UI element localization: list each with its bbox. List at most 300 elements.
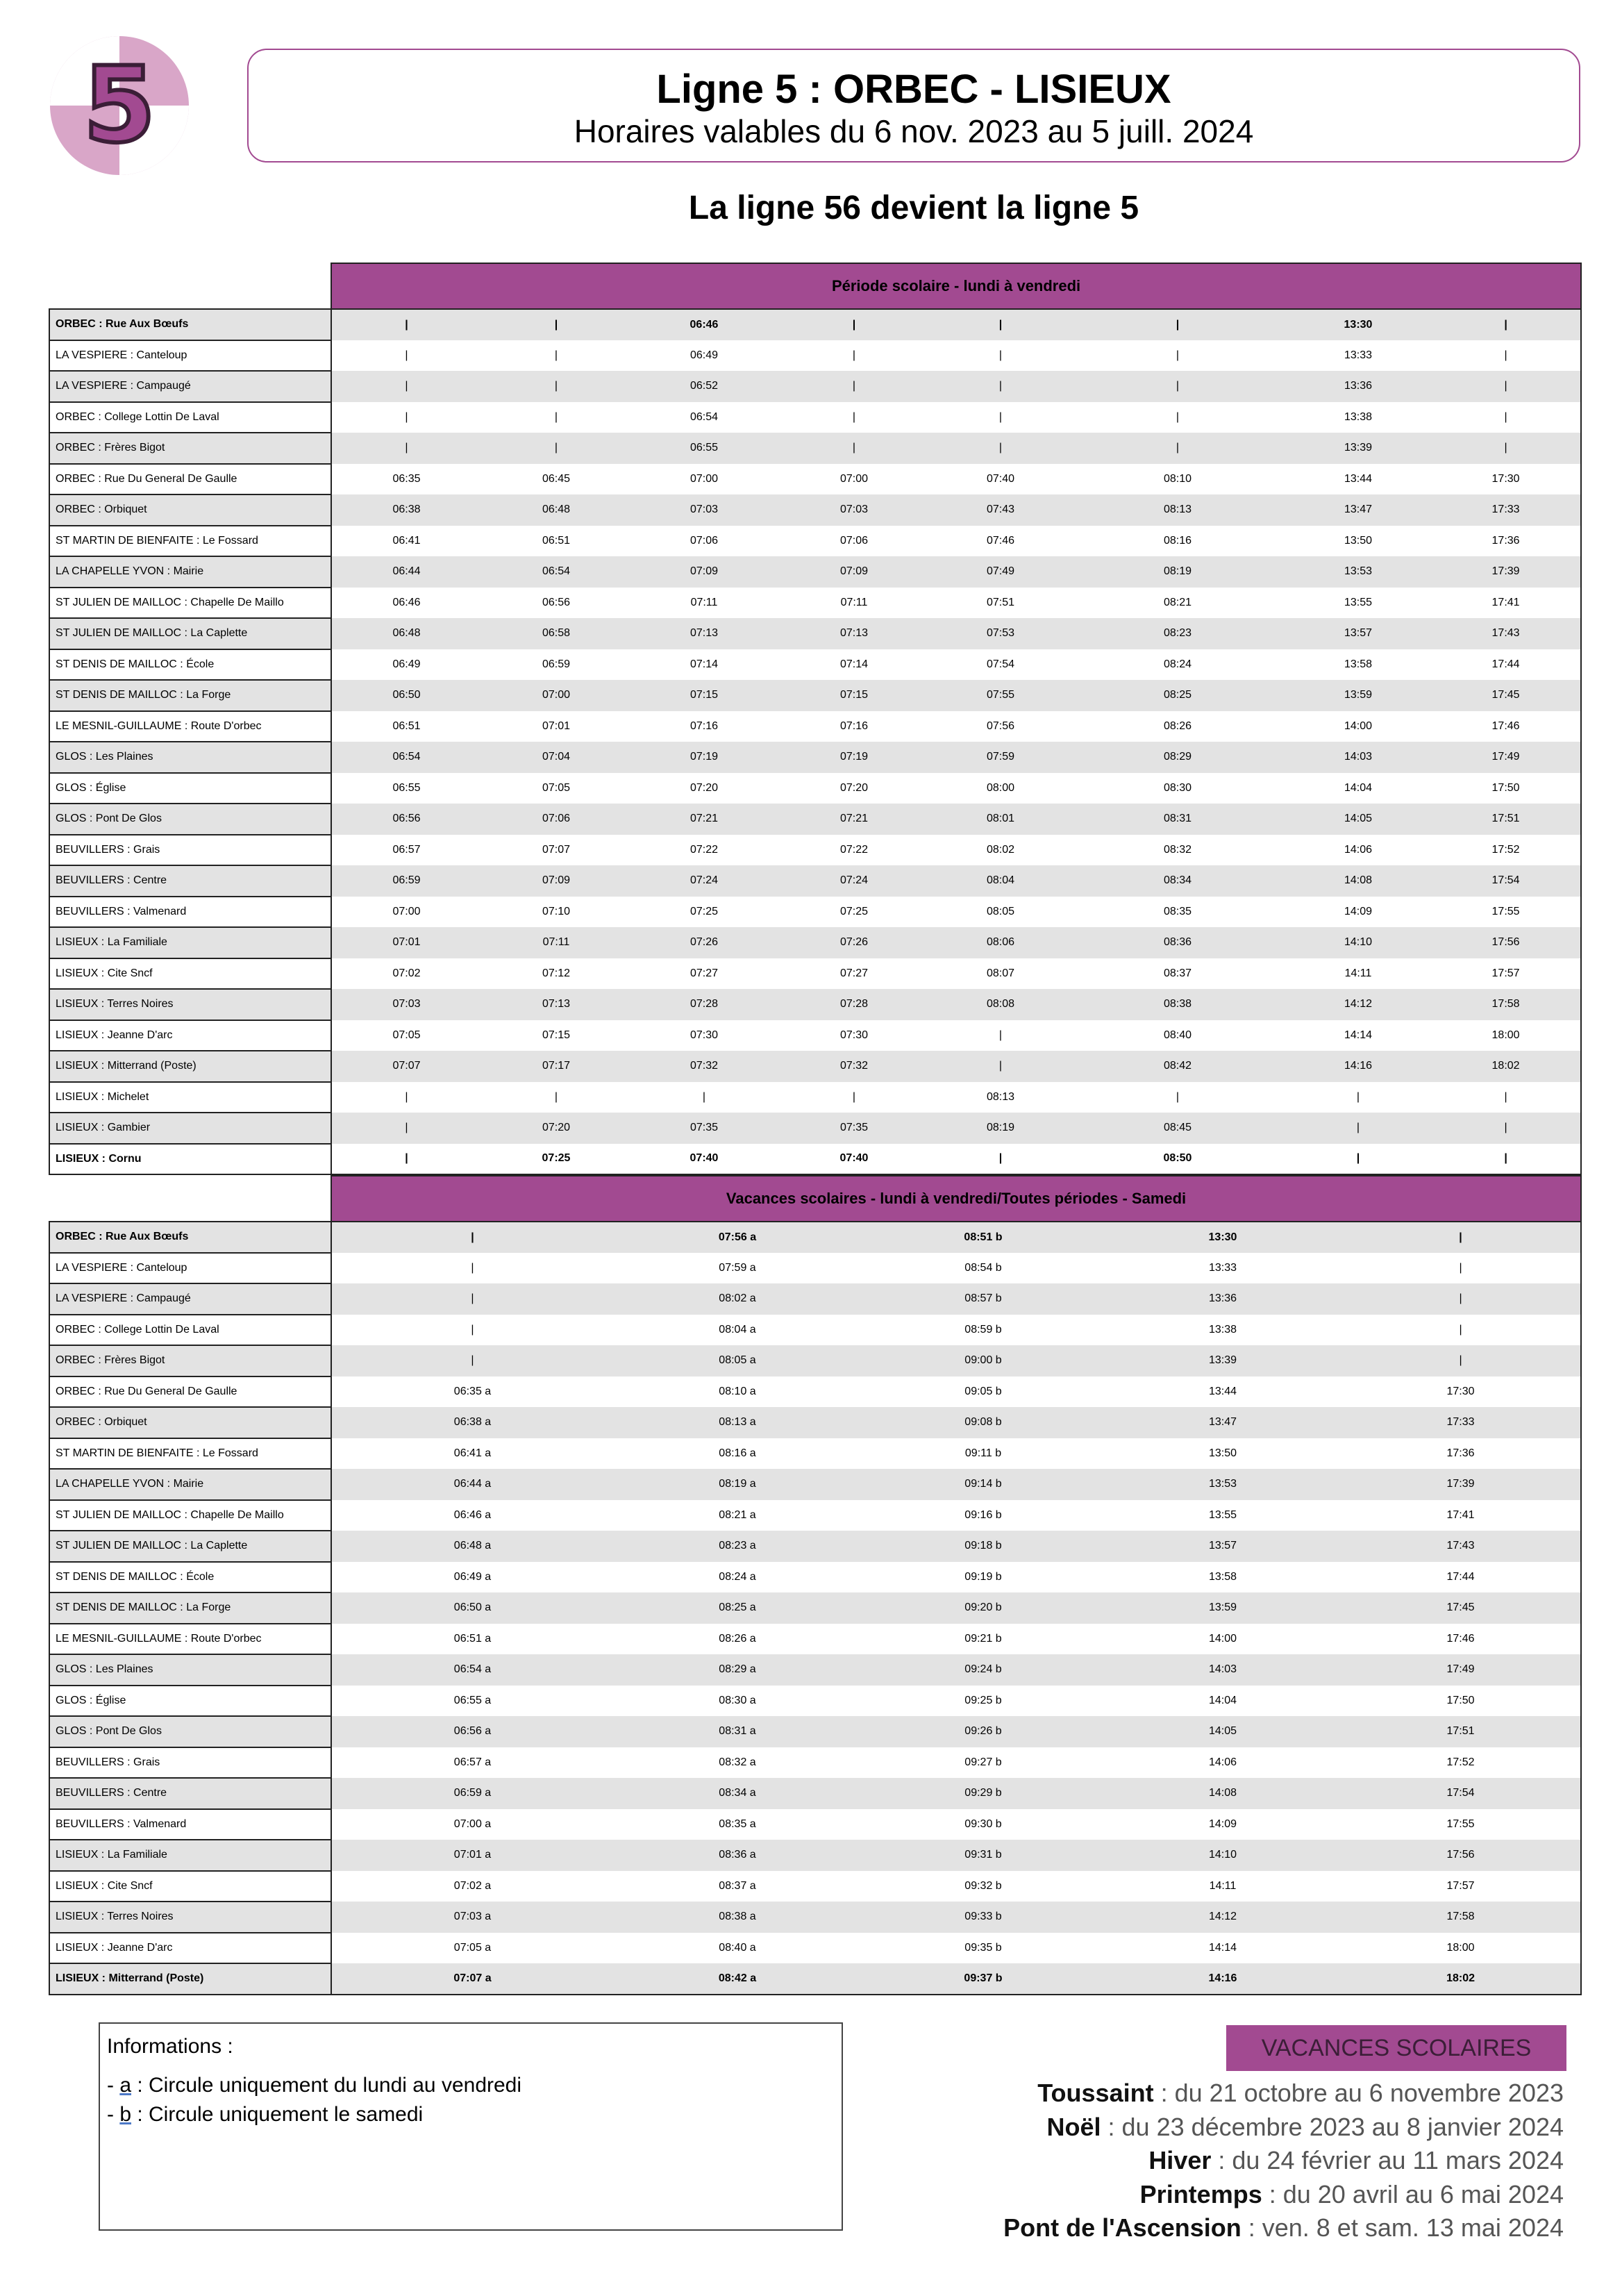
- stop-name: ORBEC : Rue Aux Bœufs: [49, 309, 331, 340]
- stop-name: ST DENIS DE MAILLOC : École: [49, 649, 331, 681]
- departure-time: 09:00 b: [862, 1345, 1105, 1376]
- departure-time: |: [777, 309, 931, 340]
- stop-name: GLOS : Église: [49, 773, 331, 804]
- departure-time: 08:30: [1163, 781, 1192, 794]
- departure-time: 17:58: [1341, 1902, 1581, 1933]
- holiday-item: Hiver : du 24 février au 11 mars 2024: [1148, 2146, 1564, 2174]
- departure-time: 14:11: [1209, 1879, 1237, 1892]
- school-holidays-badge: VACANCES SCOLAIRES: [1226, 2025, 1566, 2071]
- departure-time: |: [1431, 1113, 1581, 1144]
- stop-name: ORBEC : Frères Bigot: [49, 433, 331, 464]
- departure-time: 14:00: [1208, 1632, 1237, 1645]
- table-row: [49, 1716, 1581, 1747]
- departure-time: 08:21: [1163, 596, 1192, 608]
- departure-time: 13:59: [1105, 1592, 1341, 1624]
- stop-name: ST MARTIN DE BIENFAITE : Le Fossard: [49, 526, 331, 557]
- departure-time: 08:24: [1163, 658, 1192, 670]
- departure-time: 18:02: [1341, 1963, 1581, 1995]
- stop-name: LISIEUX : La Familiale: [49, 927, 331, 958]
- departure-time: 17:30: [1431, 464, 1581, 495]
- departure-time: 07:02 a: [453, 1879, 492, 1892]
- table-row: [49, 1654, 1581, 1686]
- stop-name: ORBEC : Rue Du General De Gaulle: [49, 464, 331, 495]
- table-row: [49, 1871, 1581, 1902]
- departure-time: 07:35: [631, 1113, 777, 1144]
- table-row: [49, 1253, 1581, 1284]
- stop-name: BEUVILLERS : Centre: [49, 1778, 331, 1809]
- departure-time: 13:36: [1285, 371, 1431, 402]
- departure-time: 13:50: [1344, 534, 1373, 547]
- table-row: [49, 1113, 1581, 1144]
- departure-time: 06:41: [392, 534, 421, 547]
- stop-name: ORBEC : Rue Aux Bœufs: [49, 1222, 331, 1253]
- stop-name: LA VESPIERE : Campaugé: [49, 371, 331, 402]
- departure-time: 08:54 b: [964, 1261, 1002, 1274]
- departure-time: 07:59 a: [719, 1261, 756, 1274]
- departure-time: 09:16 b: [964, 1508, 1002, 1521]
- departure-time: |: [1341, 1345, 1581, 1376]
- departure-time: 17:33: [1431, 494, 1581, 526]
- departure-time: 17:50: [1341, 1686, 1581, 1717]
- departure-time: 08:38 a: [613, 1902, 862, 1933]
- departure-time: 17:30: [1341, 1376, 1581, 1408]
- departure-time: 07:14: [839, 658, 869, 670]
- table-row: [49, 1963, 1581, 1995]
- departure-time: 08:32 a: [719, 1756, 756, 1768]
- header-blank: [49, 263, 331, 309]
- departure-time: 14:06: [1208, 1756, 1237, 1768]
- departure-time: 07:09: [481, 865, 631, 897]
- departure-time: 07:15: [542, 1029, 571, 1041]
- stop-name: LISIEUX : Cite Sncf: [49, 958, 331, 990]
- departure-time: 08:36: [1070, 927, 1285, 958]
- departure-time: 07:25: [839, 905, 869, 917]
- table-row: [49, 1500, 1581, 1531]
- departure-time: 08:16: [1163, 534, 1192, 547]
- departure-time: 17:58: [1431, 989, 1581, 1020]
- departure-time: 06:48: [331, 618, 481, 649]
- departure-time: 07:11: [481, 927, 631, 958]
- table-row: [49, 742, 1581, 773]
- departure-time: 17:57: [1431, 958, 1581, 990]
- table-row: [49, 1345, 1581, 1376]
- departure-time: 07:51: [986, 596, 1015, 608]
- departure-time: 07:00 a: [453, 1817, 492, 1830]
- departure-time: 06:55: [631, 433, 777, 464]
- departure-time: 14:14: [1344, 1029, 1373, 1041]
- line-change-notice: La ligne 56 devient la ligne 5: [688, 190, 1139, 226]
- title-box: [247, 49, 1580, 163]
- departure-time: 06:56: [542, 596, 571, 608]
- departure-time: |: [1431, 309, 1581, 340]
- departure-time: 07:03 a: [331, 1902, 613, 1933]
- table-row: [49, 588, 1581, 619]
- departure-time: 07:27: [839, 967, 869, 979]
- stop-name: ORBEC : Rue Du General De Gaulle: [49, 1376, 331, 1408]
- departure-time: 13:38: [1208, 1323, 1237, 1336]
- departure-time: 09:14 b: [862, 1469, 1105, 1500]
- departure-time: 08:57 b: [862, 1283, 1105, 1315]
- table-row: [49, 494, 1581, 526]
- departure-time: 17:52: [1341, 1747, 1581, 1779]
- departure-time: 06:46: [631, 309, 777, 340]
- departure-time: 13:33: [1344, 349, 1373, 361]
- departure-time: 17:49: [1431, 742, 1581, 773]
- departure-time: 08:02 a: [613, 1283, 862, 1315]
- departure-time: |: [481, 433, 631, 464]
- departure-time: 08:40: [1163, 1029, 1192, 1041]
- header-blank: [49, 1176, 331, 1222]
- departure-time: 08:25: [1070, 680, 1285, 711]
- departure-time: 13:30: [1105, 1222, 1341, 1253]
- departure-time: 14:06: [1344, 843, 1373, 856]
- departure-time: 09:37 b: [862, 1963, 1105, 1995]
- stop-name: ST DENIS DE MAILLOC : École: [49, 1562, 331, 1593]
- departure-time: 06:49: [392, 658, 421, 670]
- departure-time: |: [1341, 1222, 1581, 1253]
- table-row: [49, 1592, 1581, 1624]
- departure-time: |: [998, 1029, 1003, 1041]
- departure-time: 06:46 a: [453, 1508, 492, 1521]
- departure-time: |: [331, 1144, 481, 1175]
- departure-time: 14:05: [1285, 804, 1431, 835]
- table-row: [49, 958, 1581, 990]
- departure-time: 07:05 a: [453, 1941, 492, 1954]
- stop-name: ST DENIS DE MAILLOC : La Forge: [49, 680, 331, 711]
- departure-time: |: [1431, 340, 1581, 372]
- departure-time: 08:23: [1070, 618, 1285, 649]
- table-row: [49, 1747, 1581, 1779]
- table-row: [49, 1376, 1581, 1408]
- departure-time: 06:58: [481, 618, 631, 649]
- departure-time: 07:53: [931, 618, 1070, 649]
- stop-name: LISIEUX : Cornu: [49, 1144, 331, 1175]
- table-row: [49, 865, 1581, 897]
- departure-time: 07:40: [777, 1144, 931, 1175]
- departure-time: 07:24: [631, 865, 777, 897]
- departure-time: 17:50: [1431, 773, 1581, 804]
- departure-time: 06:55: [392, 781, 421, 794]
- note-a: - a : Circule uniquement du lundi au vendredi: [107, 2074, 522, 2097]
- departure-time: |: [852, 349, 856, 361]
- departure-time: 14:11: [1344, 967, 1372, 979]
- departure-time: 17:56: [1341, 1840, 1581, 1871]
- departure-time: |: [1431, 1082, 1581, 1113]
- departure-time: 07:01: [542, 719, 571, 732]
- departure-time: 06:57 a: [453, 1756, 492, 1768]
- stop-name: LA CHAPELLE YVON : Mairie: [49, 556, 331, 588]
- timetable-school-period: [49, 263, 1582, 1175]
- departure-time: 07:21: [777, 804, 931, 835]
- table-row: [49, 835, 1581, 866]
- departure-time: 06:57: [392, 843, 421, 856]
- departure-time: 08:24 a: [719, 1570, 756, 1583]
- departure-time: 13:58: [1344, 658, 1373, 670]
- departure-time: 08:04: [931, 865, 1070, 897]
- departure-time: 07:43: [931, 494, 1070, 526]
- departure-time: 13:57: [1105, 1531, 1341, 1562]
- table-row: [49, 464, 1581, 495]
- holiday-item: Toussaint : du 21 octobre au 6 novembre 2023: [1037, 2079, 1564, 2107]
- departure-time: 07:22: [689, 843, 719, 856]
- departure-time: 07:11: [840, 596, 868, 608]
- departure-time: 17:46: [1431, 711, 1581, 742]
- stop-name: ORBEC : College Lottin De Laval: [49, 1315, 331, 1346]
- departure-time: |: [931, 1051, 1070, 1082]
- table-row: [49, 526, 1581, 557]
- departure-time: 14:10: [1285, 927, 1431, 958]
- departure-time: 07:05: [542, 781, 571, 794]
- stop-name: LE MESNIL-GUILLAUME : Route D'orbec: [49, 1624, 331, 1655]
- departure-time: 06:50 a: [331, 1592, 613, 1624]
- departure-time: 07:12: [542, 967, 571, 979]
- stop-name: BEUVILLERS : Grais: [49, 1747, 331, 1779]
- stop-name: LISIEUX : Terres Noires: [49, 989, 331, 1020]
- stop-name: BEUVILLERS : Valmenard: [49, 1809, 331, 1840]
- departure-time: 08:35: [1163, 905, 1192, 917]
- departure-time: 14:08: [1105, 1778, 1341, 1809]
- departure-time: 13:39: [1105, 1345, 1341, 1376]
- departure-time: |: [1070, 371, 1285, 402]
- stop-name: GLOS : Pont De Glos: [49, 1716, 331, 1747]
- departure-time: |: [554, 349, 558, 361]
- departure-time: |: [481, 371, 631, 402]
- departure-time: 14:03: [1105, 1654, 1341, 1686]
- departure-time: 07:24: [777, 865, 931, 897]
- departure-time: 07:03: [631, 494, 777, 526]
- departure-time: 06:41 a: [453, 1447, 492, 1459]
- table-row: [49, 1315, 1581, 1346]
- departure-time: 06:51 a: [453, 1632, 492, 1645]
- departure-time: 07:32: [777, 1051, 931, 1082]
- departure-time: 07:13: [631, 618, 777, 649]
- departure-time: 07:03: [777, 494, 931, 526]
- departure-time: 17:57: [1341, 1871, 1581, 1902]
- departure-time: 08:23 a: [613, 1531, 862, 1562]
- departure-time: 13:38: [1344, 410, 1373, 423]
- stop-name: BEUVILLERS : Grais: [49, 835, 331, 866]
- departure-time: |: [1176, 410, 1180, 423]
- line-number: 5: [83, 45, 156, 166]
- departure-time: 14:05: [1105, 1716, 1341, 1747]
- departure-time: 06:55 a: [453, 1694, 492, 1706]
- departure-time: 17:55: [1431, 897, 1581, 928]
- stop-name: BEUVILLERS : Centre: [49, 865, 331, 897]
- departure-time: |: [405, 410, 408, 423]
- stop-name: ORBEC : College Lottin De Laval: [49, 402, 331, 433]
- departure-time: 09:05 b: [964, 1385, 1002, 1397]
- table-row: [49, 402, 1581, 433]
- departure-time: 18:00: [1341, 1933, 1581, 1964]
- departure-time: |: [931, 309, 1070, 340]
- departure-time: 06:48 a: [331, 1531, 613, 1562]
- departure-time: 07:14: [689, 658, 719, 670]
- departure-time: 08:04 a: [719, 1323, 756, 1336]
- departure-time: |: [852, 410, 856, 423]
- departure-time: 06:35: [392, 472, 421, 485]
- stop-name: ST MARTIN DE BIENFAITE : Le Fossard: [49, 1438, 331, 1470]
- table-row: [49, 618, 1581, 649]
- departure-time: 07:49: [931, 556, 1070, 588]
- departure-time: 07:55: [931, 680, 1070, 711]
- timetable-holidays-saturday: [49, 1175, 1582, 1995]
- departure-time: 09:18 b: [862, 1531, 1105, 1562]
- departure-time: 17:45: [1431, 680, 1581, 711]
- departure-time: 07:00: [839, 472, 869, 485]
- departure-time: 07:16: [839, 719, 869, 732]
- departure-time: 09:27 b: [964, 1756, 1002, 1768]
- departure-time: 06:49 a: [453, 1570, 492, 1583]
- departure-time: 17:36: [1431, 526, 1581, 557]
- departure-time: |: [1356, 1090, 1360, 1103]
- departure-time: 14:12: [1105, 1902, 1341, 1933]
- departure-time: 07:56: [986, 719, 1015, 732]
- departure-time: 09:21 b: [964, 1632, 1002, 1645]
- departure-time: 08:34: [1070, 865, 1285, 897]
- table-row: [49, 1902, 1581, 1933]
- departure-time: 14:14: [1208, 1941, 1237, 1954]
- departure-time: 08:06: [931, 927, 1070, 958]
- stop-name: LISIEUX : Jeanne D'arc: [49, 1933, 331, 1964]
- departure-time: 08:01: [931, 804, 1070, 835]
- departure-time: 06:44: [331, 556, 481, 588]
- departure-time: 08:36 a: [613, 1840, 862, 1871]
- departure-time: 07:20: [689, 781, 719, 794]
- table-row: [49, 649, 1581, 681]
- stop-name: ORBEC : Orbiquet: [49, 494, 331, 526]
- departure-time: 08:05: [986, 905, 1015, 917]
- stop-name: ST JULIEN DE MAILLOC : La Caplette: [49, 1531, 331, 1562]
- departure-time: 08:10: [1163, 472, 1192, 485]
- departure-time: 08:19: [931, 1113, 1070, 1144]
- departure-time: |: [998, 349, 1003, 361]
- table-row: [49, 1283, 1581, 1315]
- table-row: [49, 433, 1581, 464]
- table-row: [49, 1051, 1581, 1082]
- departure-time: 13:30: [1285, 309, 1431, 340]
- departure-time: 08:05 a: [613, 1345, 862, 1376]
- departure-time: 07:09: [777, 556, 931, 588]
- departure-time: 06:59: [331, 865, 481, 897]
- departure-time: 07:06: [839, 534, 869, 547]
- departure-time: 17:52: [1431, 835, 1581, 866]
- departure-time: |: [1341, 1315, 1581, 1346]
- departure-time: 08:21 a: [719, 1508, 756, 1521]
- stop-name: LISIEUX : Michelet: [49, 1082, 331, 1113]
- departure-time: 07:35: [777, 1113, 931, 1144]
- departure-time: 13:58: [1208, 1570, 1237, 1583]
- departure-time: 13:36: [1105, 1283, 1341, 1315]
- departure-time: 14:03: [1285, 742, 1431, 773]
- departure-time: 08:32: [1163, 843, 1192, 856]
- departure-time: 17:33: [1341, 1407, 1581, 1438]
- departure-time: 06:48: [481, 494, 631, 526]
- departure-time: 07:28: [631, 989, 777, 1020]
- departure-time: 06:54: [481, 556, 631, 588]
- departure-time: 07:00: [689, 472, 719, 485]
- departure-time: 07:40: [631, 1144, 777, 1175]
- departure-time: 07:40: [986, 472, 1015, 485]
- departure-time: 09:31 b: [862, 1840, 1105, 1871]
- departure-time: 06:59 a: [331, 1778, 613, 1809]
- departure-time: 06:45: [542, 472, 571, 485]
- departure-time: 08:38: [1070, 989, 1285, 1020]
- page-title: Ligne 5 : ORBEC - LISIEUX: [656, 67, 1171, 112]
- stop-name: LA VESPIERE : Campaugé: [49, 1283, 331, 1315]
- table-row: [49, 1840, 1581, 1871]
- departure-time: 07:05: [392, 1029, 421, 1041]
- departure-time: |: [1285, 1113, 1431, 1144]
- departure-time: 06:38: [331, 494, 481, 526]
- departure-time: |: [852, 1090, 856, 1103]
- departure-time: 08:59 b: [964, 1323, 1002, 1336]
- departure-time: 09:33 b: [862, 1902, 1105, 1933]
- table-row: [49, 927, 1581, 958]
- departure-time: 08:08: [931, 989, 1070, 1020]
- departure-time: |: [1431, 371, 1581, 402]
- departure-time: 08:51 b: [862, 1222, 1105, 1253]
- information-box: [99, 2022, 843, 2231]
- departure-time: 07:01 a: [331, 1840, 613, 1871]
- departure-time: |: [481, 309, 631, 340]
- departure-time: 07:20: [481, 1113, 631, 1144]
- departure-time: 07:56 a: [613, 1222, 862, 1253]
- departure-time: 17:51: [1431, 804, 1581, 835]
- departure-time: |: [331, 1345, 613, 1376]
- departure-time: 07:19: [777, 742, 931, 773]
- departure-time: 07:59: [931, 742, 1070, 773]
- departure-time: 08:42 a: [613, 1963, 862, 1995]
- departure-time: 07:04: [481, 742, 631, 773]
- departure-time: 07:25: [689, 905, 719, 917]
- stop-name: GLOS : Église: [49, 1686, 331, 1717]
- departure-time: |: [554, 1090, 558, 1103]
- departure-time: 06:51: [542, 534, 571, 547]
- departure-time: 07:07 a: [331, 1963, 613, 1995]
- departure-time: |: [331, 1222, 613, 1253]
- information-title: Informations :: [107, 2035, 233, 2058]
- departure-time: 08:16 a: [719, 1447, 756, 1459]
- table-row: [49, 680, 1581, 711]
- departure-time: 07:27: [689, 967, 719, 979]
- departure-time: |: [1070, 309, 1285, 340]
- table-row: [49, 711, 1581, 742]
- departure-time: 17:55: [1341, 1809, 1581, 1840]
- departure-time: |: [471, 1323, 474, 1336]
- departure-time: 07:15: [777, 680, 931, 711]
- departure-time: 17:39: [1431, 556, 1581, 588]
- table-row: [49, 804, 1581, 835]
- departure-time: 08:37 a: [719, 1879, 756, 1892]
- departure-time: 17:45: [1341, 1592, 1581, 1624]
- departure-time: 07:28: [777, 989, 931, 1020]
- departure-time: 07:00: [481, 680, 631, 711]
- departure-time: 07:03: [331, 989, 481, 1020]
- stop-name: LISIEUX : Mitterrand (Poste): [49, 1963, 331, 1995]
- stop-name: LISIEUX : Cite Sncf: [49, 1871, 331, 1902]
- stop-name: LISIEUX : La Familiale: [49, 1840, 331, 1871]
- stop-name: GLOS : Les Plaines: [49, 1654, 331, 1686]
- departure-time: 08:13 a: [613, 1407, 862, 1438]
- departure-time: 07:22: [839, 843, 869, 856]
- stop-name: ST JULIEN DE MAILLOC : Chapelle De Maillo: [49, 588, 331, 619]
- departure-time: 14:16: [1105, 1963, 1341, 1995]
- departure-time: 06:44 a: [331, 1469, 613, 1500]
- departure-time: 13:53: [1285, 556, 1431, 588]
- departure-time: 07:16: [689, 719, 719, 732]
- holiday-item: Printemps : du 20 avril au 6 mai 2024: [1139, 2179, 1564, 2208]
- departure-time: 13:53: [1105, 1469, 1341, 1500]
